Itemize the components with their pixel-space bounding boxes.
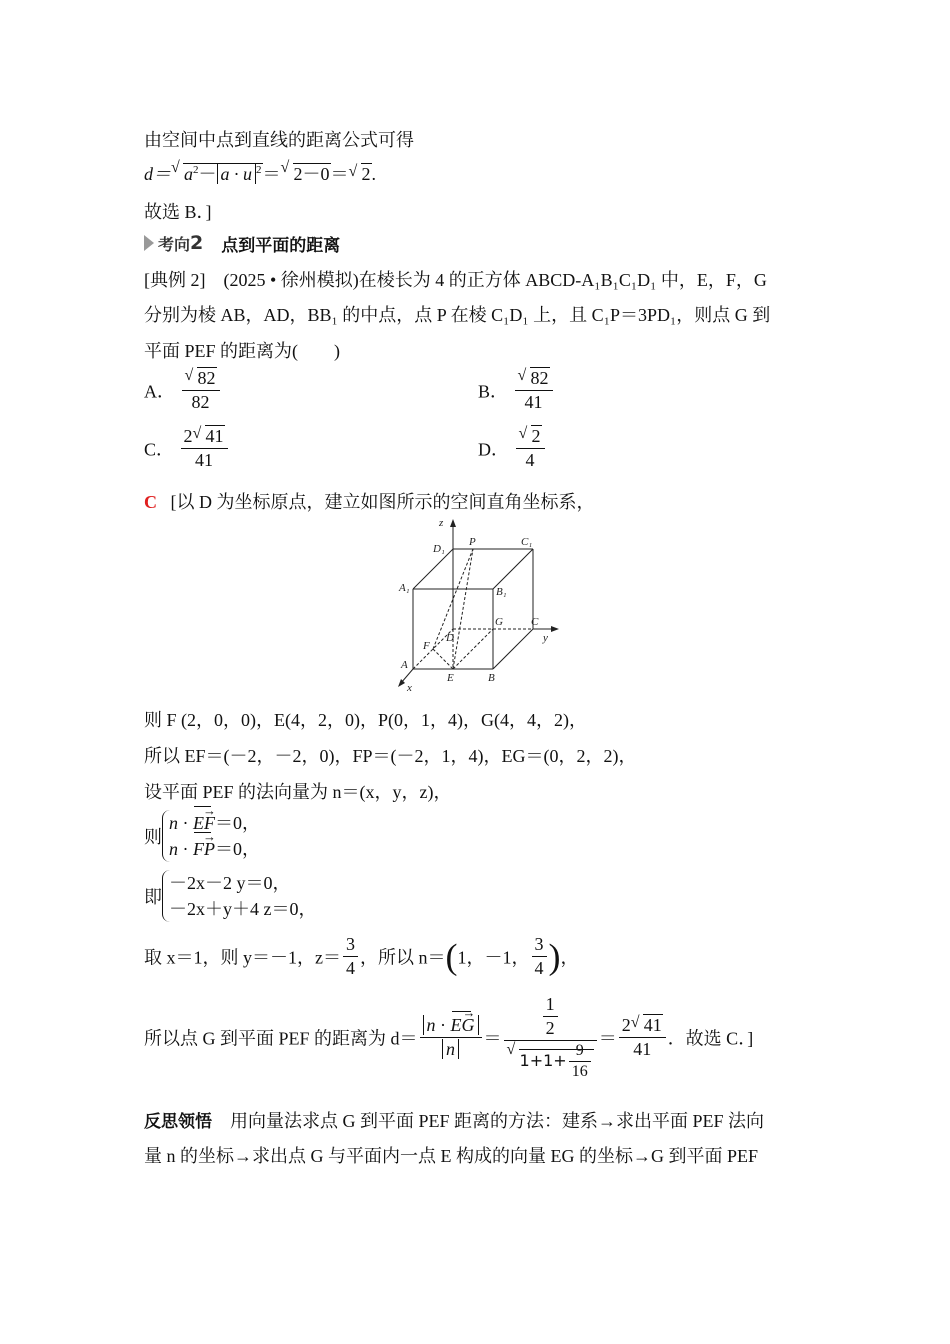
option-c[interactable] xyxy=(144,426,230,471)
edge-a1d1 xyxy=(413,549,453,589)
segment-fe xyxy=(433,649,453,669)
section-title: 点到平面的距离 xyxy=(221,235,341,256)
distance-result: 2 √ 41 41 xyxy=(619,1015,666,1060)
label-b: B xyxy=(488,672,495,684)
system-2 xyxy=(144,870,317,922)
system-1-brace: n · → EF＝0， n · → FP＝0， xyxy=(162,810,260,862)
option-d[interactable] xyxy=(478,426,547,471)
section-heading xyxy=(144,231,340,255)
system-2-label: 即 xyxy=(144,887,162,907)
vectors-line: 所以 EF＝(－2，－2，0)，FP＝(－2，1，4)，EG＝(0，2，2)， xyxy=(144,746,637,766)
formula-prefix: d＝ xyxy=(144,164,171,184)
problem-line-1: 在棱长为 4 的正方体 ABCD-A₁B₁C₁D₁ 中，E，F，G xyxy=(358,270,767,290)
problem-line-3: 平面 PEF 的距离为( ) xyxy=(144,341,341,361)
normal-line: 设平面 PEF 的法向量为 n＝(x，y，z)， xyxy=(144,782,452,802)
z-arrow-icon xyxy=(450,519,456,527)
reflection-title: 反思领悟 xyxy=(144,1112,212,1132)
label-y: y xyxy=(543,632,548,644)
distance-fraction-2: $\frac{1}{2}$ √ 1+1+ $\frac{9}{16}$ xyxy=(504,994,597,1081)
label-b1: B₁ xyxy=(496,586,507,598)
label-g: G xyxy=(495,616,503,628)
system-1 xyxy=(144,810,260,862)
label-d: D xyxy=(446,632,454,644)
label-z: z xyxy=(439,517,444,529)
radical-2: √ 2－0 xyxy=(280,159,330,184)
option-a[interactable] xyxy=(144,368,222,413)
label-d1: D₁ xyxy=(433,543,445,555)
equals-1: ＝ xyxy=(262,164,281,184)
option-a-label: A． xyxy=(144,381,175,402)
answer-letter: C xyxy=(144,492,157,512)
segment-ep xyxy=(453,549,473,669)
equals-2: ＝ xyxy=(330,164,349,184)
solution-start xyxy=(144,488,595,514)
minus: － xyxy=(198,164,217,184)
distance-fraction: $\frac{n \cdot \to EG}{n}$ xyxy=(420,1015,482,1060)
take-text: 取 x＝1，则 y＝－1，z＝ xyxy=(144,947,341,968)
system-2-brace: －2x－2 y＝0， －2x＋y＋4 z＝0， xyxy=(162,870,317,922)
example-source: (2025 • 徐州模拟) xyxy=(223,270,359,290)
reflection-text-1: 用向量法求点 G 到平面 PEF 距离的方法：建系→求出平面 PEF 法向 xyxy=(230,1111,765,1131)
y-arrow-icon xyxy=(551,626,559,632)
label-a: A xyxy=(401,659,408,671)
section-prefix: 考向 xyxy=(158,234,191,254)
option-c-fraction: 2 √ 41 41 xyxy=(181,426,228,471)
label-x: x xyxy=(407,682,412,694)
intro-line: 由空间中点到直线的距离公式可得 xyxy=(144,130,414,150)
label-c1: C₁ xyxy=(521,536,533,548)
radical-1: √ $a^2- a \cdot u$ $^2$ xyxy=(171,159,262,184)
label-e: E xyxy=(447,672,454,684)
example-line-1 xyxy=(144,266,767,292)
system-1-label: 则 xyxy=(144,827,162,847)
example-tag: [典例 2] xyxy=(144,270,206,290)
option-d-label: D． xyxy=(478,439,509,460)
label-a1: A₁ xyxy=(399,582,410,594)
label-f: F xyxy=(423,640,430,652)
edge-b1c1 xyxy=(493,549,533,589)
edge-bc xyxy=(493,629,533,669)
option-b-fraction: √ 82 41 xyxy=(515,368,553,413)
option-d-fraction: √ 2 4 xyxy=(516,426,545,471)
solution-text: [以 D 为坐标原点，建立如图所示的空间直角坐标系， xyxy=(170,492,595,512)
distance-formula xyxy=(144,160,376,186)
problem-line-2: 分别为棱 AB，AD，BB₁ 的中点，点 P 在棱 C₁D₁ 上，且 C₁P＝3PD₁，则点 G 到 xyxy=(144,305,771,325)
segment-eg xyxy=(453,629,493,669)
term-au: a · u xyxy=(220,164,252,184)
coords-line: 则 F (2，0，0)，E(4，2，0)，P(0，1，4)，G(4，4，2)， xyxy=(144,710,587,730)
triangle-icon xyxy=(144,235,154,251)
term-a: a xyxy=(184,164,193,184)
distance-suffix: ．故选 C．] xyxy=(667,1028,754,1049)
reflection-line-2: 量 n 的坐标→求出点 G 与平面内一点 E 构成的向量 EG 的坐标→G 到平面 PEF xyxy=(144,1146,759,1166)
section-number: 2 xyxy=(190,232,204,254)
distance-prefix: 所以点 G 到平面 PEF 的距离为 d＝ xyxy=(144,1028,418,1049)
cube-figure xyxy=(395,515,565,695)
label-p: P xyxy=(469,536,476,548)
reflection-line-1 xyxy=(144,1107,764,1133)
radical-3: √ 2 xyxy=(348,163,371,184)
option-b[interactable] xyxy=(478,368,555,413)
option-a-fraction: √ 82 82 xyxy=(182,368,220,413)
period: . xyxy=(371,164,376,184)
intro-choice: 故选 B．] xyxy=(144,202,212,222)
distance-line: 所以点 G 到平面 PEF 的距离为 d＝ $\frac{n \cdot \to EG}{n}$ ＝ $\frac{1}{2}$ √ 1+1+ $\frac{9}{16}$ ＝ 2 √ 41 41 ．故选 C．] xyxy=(144,994,753,1081)
take-mid: ，所以 n＝ xyxy=(360,947,446,968)
option-c-label: C． xyxy=(144,439,175,460)
label-c: C xyxy=(531,616,539,628)
take-line: 取 x＝1，则 y＝－1，z＝ $\frac{3}{4}$ ，所以 n＝(1，－1， $\frac{3}{4}$ )， xyxy=(144,934,579,978)
option-b-label: B． xyxy=(478,381,509,402)
